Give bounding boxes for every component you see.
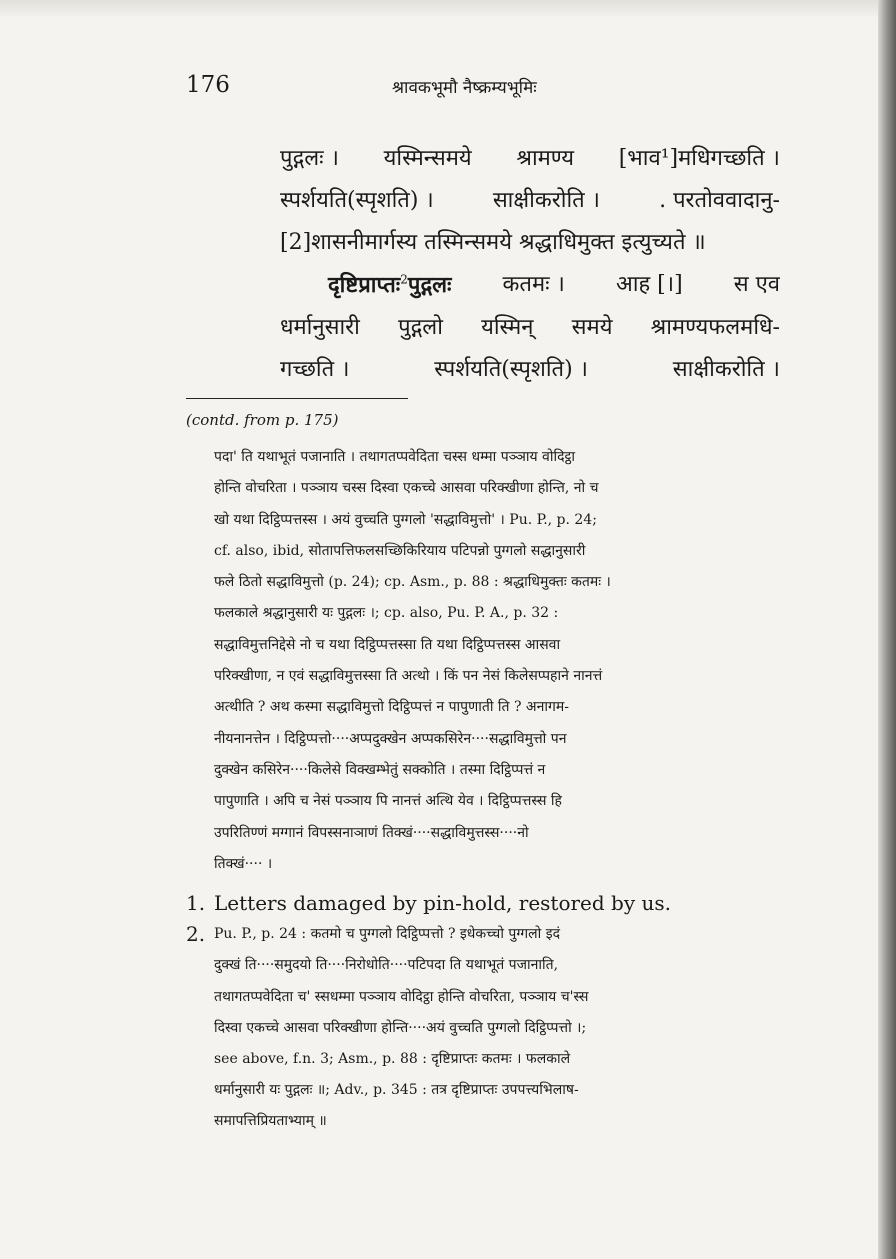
note-line: अत्थीति ? अथ कस्मा सद्धाविमुत्तो दिट्ठिप्पत्तं न पापुणाती ति ? अनागम- — [214, 699, 569, 716]
note-line: नीयनानत्तेन । दिट्ठिप्पत्तो····अप्पदुक्खेन अप्पकसिरेन····सद्धाविमुत्तो पन — [214, 730, 567, 747]
footnote-divider — [186, 398, 408, 399]
main-word: श्रामण्यफलमधि- — [650, 315, 780, 340]
footnote-2-line — [186, 919, 786, 950]
footnote-2-line: धर्मानुसारी यः पुद्गलः ॥; Adv., p. 345 : तत्र दृष्टिप्राप्तः उपपत्त्यभिलाष- — [214, 1082, 579, 1099]
note-line: पापुणाति । अपि च नेसं पञ्ञाय पि नानत्तं अत्थि येव । दिट्ठिप्पत्तस्स हि — [214, 793, 562, 810]
main-word: समये — [571, 315, 613, 340]
main-word: पुद्गलः । — [280, 146, 339, 171]
note-line: फले ठितो सद्धाविमुत्तो (p. 24); cp. Asm., p. 88 : श्रद्धाधिमुक्तः कतमः । — [214, 574, 611, 591]
main-word: स्पर्शयति(स्पृशति) । — [280, 188, 434, 213]
footnote-text: Letters damaged by pin-hold, restored by us. — [214, 891, 672, 915]
footnote-text: Pu. P., p. 24 : कतमो च पुग्गलो दिट्ठिप्पत्तो ? इधेकच्चो पुग्गलो इदं — [214, 926, 561, 943]
note-line: फलकाले श्रद्धानुसारी यः पुद्गलः ।; cp. also, Pu. P. A., p. 32 : — [214, 605, 559, 622]
main-word: साक्षीकरोति । — [492, 188, 601, 213]
main-line-3 — [280, 222, 780, 264]
note-line: खो यथा दिट्ठिप्पत्तस्स । अयं वुच्चति पुग्गलो 'सद्धाविमुत्तो' । Pu. P., p. 24; — [214, 511, 597, 528]
note-line: उपरितिण्णं मग्गानं विपस्सनाञाणं तिक्खं····सद्धाविमुत्तस्स····नो — [214, 824, 529, 841]
running-title: श्रावकभूमौ नैष्क्रम्यभूमिः — [392, 78, 537, 98]
main-word: पुद्गलो — [398, 315, 443, 340]
note-line: तिक्खं···· । — [214, 855, 273, 872]
main-word: [2]शासनीमार्गस्य तस्मिन्समये श्रद्धाधिमुक्त इत्युच्यते ॥ — [280, 230, 706, 255]
main-word: स एव — [733, 272, 780, 297]
main-word: धर्मानुसारी — [280, 315, 360, 340]
footnote-2-line: तथागतप्पवेदिता च' स्सधम्मा पञ्ञाय वोदिट्ठा होन्ति वोचरिता, पञ्ञाय च'स्स — [214, 988, 589, 1005]
main-line-4 — [280, 264, 780, 307]
footnote-2-line: दुक्खं ति····समुदयो ति····निरोधोति····पटिपदा ति यथाभूतं पजानाति, — [214, 957, 559, 974]
note-line: cf. also, ibid, सोतापत्तिफलसच्छिकिरियाय पटिपन्नो पुग्गलो सद्धानुसारी — [214, 542, 586, 559]
main-sanskrit-text — [280, 138, 780, 391]
main-line-2 — [280, 180, 780, 222]
main-line-1 — [280, 138, 780, 180]
note-line: परिक्खीणा, न एवं सद्धाविमुत्तस्सा ति अत्थो । किं पन नेसं किलेसप्पहाने नानत्तं — [214, 668, 603, 685]
main-word: कतमः । — [502, 272, 565, 297]
main-word: यस्मिन्समये — [383, 146, 472, 171]
footnotes — [186, 888, 786, 1138]
heading-term-2: पुद्गलः — [407, 272, 452, 298]
main-line-5 — [280, 307, 780, 349]
main-word: आह [।] — [615, 272, 683, 297]
continued-note: (contd. from p. 175) — [186, 411, 339, 429]
footnote-number: 2. — [186, 922, 206, 947]
footnote-2-line: दिस्वा एकच्चे आसवा परिक्खीणा होन्ति····अयं वुच्चति पुग्गलो दिट्ठिप्पत्तो ।; — [214, 1019, 587, 1036]
scan-top-shadow — [0, 0, 896, 18]
section-heading — [328, 264, 451, 307]
note-line: दुक्खेन कसिरेन····किलेसे विक्खम्भेतुं सक्कोति । तस्मा दिट्ठिप्पत्तं न — [214, 761, 546, 778]
footnote-1 — [186, 888, 786, 919]
page-header — [186, 72, 786, 106]
note-line: सद्धाविमुत्तनिद्देसे नो च यथा दिट्ठिप्पत्तस्सा ति यथा दिट्ठिप्पत्तस्स आसवा — [214, 636, 561, 653]
pali-notes — [214, 442, 782, 880]
heading-term: दृष्टिप्राप्तः — [328, 272, 401, 298]
note-line: पदा' ति यथाभूतं पजानाति । तथागतप्पवेदिता चस्स धम्मा पञ्ञाय वोदिट्ठा — [214, 449, 575, 465]
main-word: . परतोववादानु- — [659, 188, 780, 213]
footnote-2-line: see above, f.n. 3; Asm., p. 88 : दृष्टिप्राप्तः कतमः । फलकाले — [214, 1051, 571, 1068]
main-word: स्पर्शयति(स्पृशति) । — [434, 357, 589, 382]
main-line-6 — [280, 349, 780, 391]
main-word: साक्षीकरोति । — [672, 357, 780, 382]
footnote-ref: 2 — [400, 272, 408, 287]
book-binding-edge — [878, 0, 896, 1259]
main-word: यस्मिन् — [481, 315, 534, 340]
main-word: श्रामण्य — [516, 146, 575, 171]
footnote-2-line: समापत्तिप्रियताभ्याम् ॥ — [214, 1113, 327, 1130]
footnote-number: 1. — [186, 891, 206, 915]
main-word: गच्छति । — [280, 357, 350, 382]
page-number: 176 — [186, 72, 230, 98]
note-line: होन्ति वोचरिता । पञ्ञाय चस्स दिस्वा एकच्चे आसवा परिक्खीणा होन्ति, नो च — [214, 480, 599, 497]
main-word: [भाव¹]मधिगच्छति । — [618, 146, 780, 171]
